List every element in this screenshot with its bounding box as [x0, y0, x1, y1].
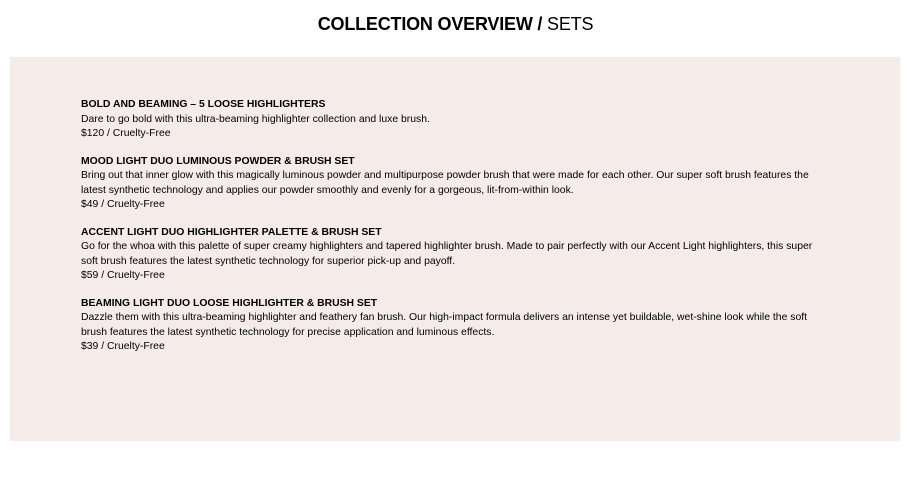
- product-name: MOOD LIGHT DUO LUMINOUS POWDER & BRUSH SET: [81, 155, 355, 167]
- product-price: $39 / Cruelty-Free: [81, 341, 165, 352]
- product-price: $59 / Cruelty-Free: [81, 270, 165, 281]
- product-description: Bring out that inner glow with this magically luminous powder and multipurpose powder brush that were made for each other. Our super soft brush features the latest synthetic technology and applies our powder smoothly and evenly for a gorgeous, lit-from-within look.: [81, 170, 809, 196]
- product-item: [81, 297, 831, 355]
- product-name: ACCENT LIGHT DUO HIGHLIGHTER PALETTE & BRUSH SET: [81, 226, 382, 238]
- product-price: $120 / Cruelty-Free: [81, 128, 171, 139]
- product-description: Go for the whoa with this palette of super creamy highlighters and tapered highlighter brush. Made to pair perfectly with our Accent Light highlighters, this super soft brush features the latest synthetic technology for superior pick-up and payoff.: [81, 241, 813, 267]
- content-panel: [10, 57, 900, 441]
- product-item: [81, 98, 831, 142]
- page-title: [0, 12, 911, 36]
- product-description: Dare to go bold with this ultra-beaming highlighter collection and luxe brush.: [81, 113, 430, 125]
- page-title-bold: COLLECTION OVERVIEW /: [317, 14, 543, 34]
- product-price: $49 / Cruelty-Free: [81, 199, 165, 210]
- product-item: [81, 155, 831, 213]
- product-item: [81, 226, 831, 284]
- product-description: Dazzle them with this ultra-beaming highlighter and feathery fan brush. Our high-impact formula delivers an intense yet buildable, wet-shine look while the soft brush features the latest synthetic technology for precise application and luminous effects.: [81, 312, 807, 338]
- product-name: BOLD AND BEAMING – 5 LOOSE HIGHLIGHTERS: [81, 99, 326, 110]
- page-title-light: SETS: [547, 14, 594, 34]
- product-list: [81, 98, 831, 368]
- product-name: BEAMING LIGHT DUO LOOSE HIGHLIGHTER & BRUSH SET: [81, 297, 378, 309]
